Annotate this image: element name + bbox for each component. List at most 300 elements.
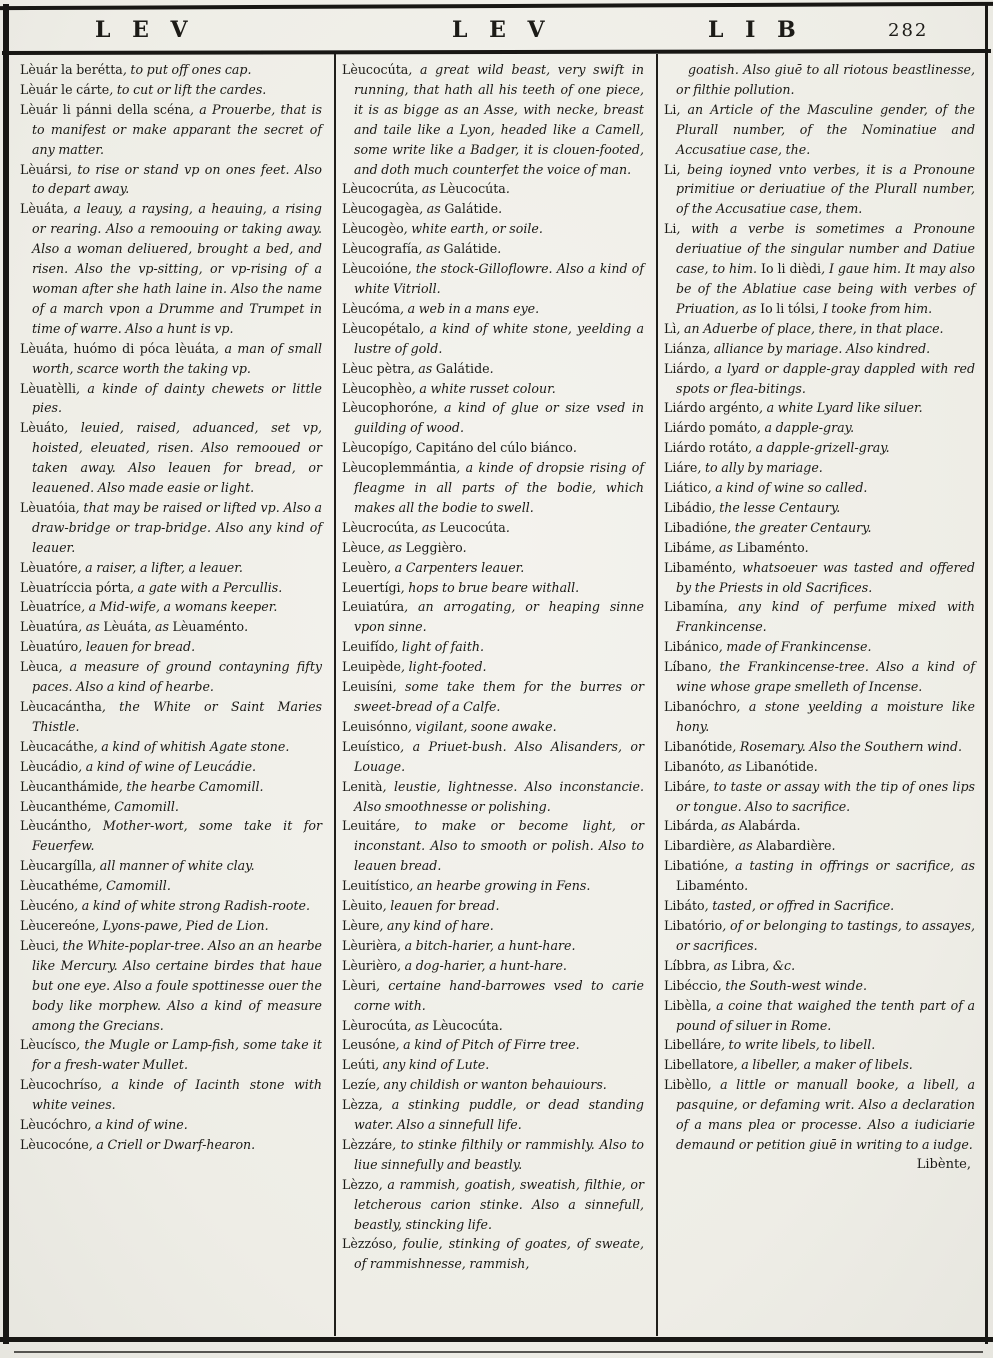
entry-continuation: [664, 60, 975, 100]
definition-text: .: [831, 838, 836, 854]
definition-text: .: [244, 619, 249, 635]
definition-text: , a coine that waighed the tenth part of a pound of siluer in Rome.: [676, 997, 975, 1033]
headword-or-reference: Li: [664, 161, 677, 177]
headword-or-reference: Li: [664, 221, 677, 237]
dictionary-entry: [664, 697, 975, 737]
dictionary-entry: [664, 100, 975, 160]
definition-text: , as: [418, 241, 444, 257]
definition-text: , an arrogating, or heaping sinne vpon sinne.: [354, 599, 644, 635]
definition-text: , a dapple-grizell-gray.: [747, 440, 890, 456]
headword-or-reference: Lèuca: [20, 659, 59, 675]
definition-text: , any kind of hare.: [379, 917, 494, 933]
definition-text: , leustie, lightnesse. Also inconstancie. Also smoothnesse or polishing.: [354, 778, 644, 814]
definition-text: , Lyons-pawe, Pied de Lion.: [95, 917, 269, 933]
dictionary-entry: [342, 319, 644, 359]
headword-or-reference: Libèlla: [664, 997, 708, 1013]
dictionary-entry: [20, 797, 322, 817]
definition-text: , foulie, stinking of goates, of sweate, of rammishnesse, rammish,: [354, 1236, 644, 1272]
definition-text: .: [498, 201, 503, 217]
headword-or-reference: Libra: [731, 957, 766, 973]
headword-or-reference: Lèuatèlli: [20, 380, 77, 396]
definition-text: , Camomill.: [106, 798, 179, 814]
definition-text: , to put off ones cap.: [122, 62, 252, 77]
dictionary-entry: [342, 398, 644, 438]
dictionary-entry: [20, 617, 322, 637]
dictionary-entry: [664, 319, 975, 339]
definition-text: , a Prouerbe, that is to manifest or make apparant the secret of any matter.: [32, 101, 322, 157]
headword-or-reference: Libaménto: [736, 539, 805, 555]
definition-text: , a leauy, a raysing, a heauing, a rising or rearing. Also a remoouing or taking away. Also a woman deliuered, brought a bed, and risen. Also the vp-sitting, or vp-rising of a woman after she hath laine in. Also the name of a march vpon a Drumme and Trumpet in time of warre. Also a hunt is vp.: [32, 201, 322, 336]
dictionary-entry: [664, 418, 975, 438]
dictionary-entry: [20, 896, 322, 916]
dictionary-entry: [664, 597, 975, 637]
headword-or-reference: Lèzzáre: [342, 1136, 393, 1152]
definition-text: , as: [407, 1017, 433, 1033]
headword-or-reference: Libánico: [664, 639, 719, 655]
definition-text: , to cut or lift the cardes.: [109, 81, 267, 97]
definition-text: , the Frankincense-tree. Also a kind of wine whose grape smelleth of Incense.: [676, 659, 975, 695]
definition-text: , alliance by mariage. Also kindred.: [706, 340, 931, 356]
dictionary-entry: [664, 498, 975, 518]
headword-or-reference: Libellatore: [664, 1057, 734, 1073]
dictionary-entry: [20, 637, 322, 657]
definition-text: .: [505, 181, 510, 197]
dictionary-entry: [342, 597, 644, 637]
headword-or-reference: Lèuce: [342, 539, 381, 555]
headword-or-reference: Lèucacáthe: [20, 738, 94, 754]
headword-or-reference: Lèucéno: [20, 898, 75, 914]
running-title-center: L E V: [452, 17, 552, 43]
dictionary-entry: [20, 936, 322, 1036]
definition-text: , a bitch-harier, a hunt-hare.: [396, 937, 576, 953]
definition-text: , a lyard or dapple-gray dappled with red spots or flea-bitings.: [676, 360, 975, 396]
definition-text: .: [744, 878, 749, 894]
dictionary-entry: [342, 379, 644, 399]
headword-or-reference: Lèuci: [20, 937, 56, 953]
right-edge-rule: [985, 4, 988, 1344]
definition-text: , as: [720, 758, 746, 774]
dictionary-entry: [20, 737, 322, 757]
definition-text: , a kind of glue or size vsed in guilding of wood.: [354, 400, 644, 436]
definition-text: , a great wild beast, very swift in running, that hath all his teeth of one piece, it is as bigge as an Asse, with necke, breast and taile like a Lyon, headed like a Camell, some write like a Badger, it is clouen-footed, and doth much counterfet the voice of man.: [354, 62, 644, 177]
headword-or-reference: Lèucóchro: [20, 1117, 88, 1133]
headword-or-reference: Lèuatóre: [20, 559, 78, 575]
definition-text: , a white Lyard like siluer.: [758, 400, 923, 416]
headword-or-reference: Lèucopétalo: [342, 320, 421, 336]
dictionary-entry: [342, 737, 644, 777]
definition-text: , a libeller, a maker of libels.: [733, 1057, 913, 1073]
definition-text: , that may be raised or lifted vp. Also a draw-bridge or trap-bridge. Also any kind of leauer.: [32, 499, 322, 555]
headword-or-reference: Lèucocóne: [20, 1136, 89, 1152]
dictionary-entry: [664, 836, 975, 856]
headword-or-reference: Lèucántho: [20, 818, 88, 834]
dictionary-entry: [20, 816, 322, 856]
headword-or-reference: Io li dièdi: [760, 261, 822, 277]
dictionary-entry: [664, 996, 975, 1036]
headword-or-reference: Leuisíni: [342, 679, 393, 695]
headword-or-reference: Lèure: [342, 917, 380, 933]
definition-text: , leuied, raised, aduanced, set vp, hoisted, eleuated, risen. Also remooued or taken away. Also leauen for bread, or leauened. Also made easie or light.: [32, 420, 322, 496]
headword-or-reference: Libaménto: [676, 878, 745, 894]
headword-or-reference: Libardière: [664, 838, 731, 854]
definition-text: , any kind of Lute.: [375, 1057, 490, 1073]
dictionary-entry: [20, 558, 322, 578]
definition-text: , to stinke filthily or rammishly. Also to liue sinnefully and beastly.: [354, 1136, 644, 1172]
headword-or-reference: Leggièro: [405, 539, 463, 555]
headword-or-reference: Lèuatúra: [20, 619, 79, 635]
headword-or-reference: Lèucádio: [20, 758, 79, 774]
definition-text: .: [489, 360, 494, 376]
dictionary-entry: [342, 239, 644, 259]
headword-or-reference: Lèucophèo: [342, 380, 412, 396]
dictionary-entry: [664, 1035, 975, 1055]
dictionary-entry: [664, 1075, 975, 1155]
definition-text: , a little or manuall booke, a libell, a pasquine, or defaming writ. Also a declaration of a mans plea or processe. Also a iudiciarie demaund or petition giuē in writing to a iudge.: [676, 1077, 975, 1152]
definition-text: , an Article of the Masculine gender, of the Plurall number, of the Nominatiue and Accusatiue case, the.: [676, 101, 975, 157]
dictionary-entry: [20, 757, 322, 777]
definition-text: , Mother-wort, some take it for Feuerfew.: [32, 818, 322, 854]
headword-or-reference: Lèuársi: [20, 161, 68, 177]
headword-or-reference: Capitáno del cúlo biánco: [415, 440, 573, 456]
headword-or-reference: Lèucísco: [20, 1037, 77, 1053]
headword-or-reference: Alabardière: [756, 838, 832, 854]
definition-text: , a rammish, goatish, sweatish, filthie, or letcherous carion stinke. Also a sinnefull, beastly, stincking life.: [354, 1176, 644, 1232]
dictionary-entry: [20, 379, 322, 419]
headword-or-reference: Libelláre: [664, 1037, 721, 1053]
running-title-right: L I B: [708, 17, 803, 43]
headword-or-reference: Galátide: [435, 360, 490, 376]
dictionary-entry: [664, 916, 975, 956]
definition-text: , made of Frankincense.: [718, 639, 872, 655]
dictionary-entry: [342, 179, 644, 199]
definition-text: , a man of small worth, scarce worth the taking vp.: [32, 340, 323, 376]
definition-text: .: [796, 818, 801, 834]
left-gutter-rule: [3, 4, 9, 1344]
headword-or-reference: Lèuár li pánni della scéna: [20, 101, 191, 117]
headword-or-reference: Leucocúta: [439, 519, 506, 535]
dictionary-entry: [342, 518, 644, 538]
definition-text: , a tasting in offrings or sacrifice, as: [724, 858, 975, 874]
definition-text: , to taste or assay with the tip of ones lips or tongue. Also to sacrifice.: [676, 778, 975, 814]
dictionary-entry: [20, 578, 322, 598]
headword-or-reference: Lèucrocúta: [342, 519, 415, 535]
headword-or-reference: Lèucanthéme: [20, 798, 107, 814]
dictionary-entry: [20, 339, 322, 379]
dictionary-entry: [664, 219, 975, 319]
dictionary-entry: [664, 657, 975, 697]
dictionary-entry: [342, 1175, 644, 1235]
dictionary-entry: [664, 757, 975, 777]
headword-or-reference: Libáto: [664, 898, 705, 914]
definition-text: , the Mugle or Lamp-fish, some take it for a fresh-water Mullet.: [32, 1037, 322, 1073]
headword-or-reference: Libanóto: [664, 758, 721, 774]
dictionary-entry: [342, 1035, 644, 1055]
definition-text: , as: [414, 181, 440, 197]
dictionary-entry: [342, 1135, 644, 1175]
definition-text: , I gaue him. It may also be of the Ablatiue case being with verbes of Priuation, as: [676, 261, 975, 316]
headword-or-reference: Lèuár la berétta: [20, 62, 123, 77]
dictionary-entry: [664, 478, 975, 498]
headword-or-reference: Liárdo: [664, 360, 706, 376]
headword-or-reference: Lèuár le cárte: [20, 81, 110, 97]
definition-text: , with a verbe is sometimes a Pronoune deriuatiue of the singular number and Datiue case, to him.: [676, 221, 975, 277]
definition-text: , an Aduerbe of place, there, in that place.: [676, 320, 944, 336]
definition-text: , leauen for bread.: [78, 639, 196, 655]
definition-text: .: [572, 440, 577, 456]
dictionary-entry: [342, 538, 644, 558]
dictionary-entry: [20, 597, 322, 617]
definition-text: , a dapple-gray.: [756, 420, 855, 436]
headword-or-reference: Liárdo argénto: [664, 400, 759, 416]
headword-or-reference: Lèzza: [342, 1097, 379, 1113]
headword-or-reference: Lèucóma: [342, 300, 401, 316]
headword-or-reference: Lèzzóso: [342, 1236, 393, 1252]
definition-text: , a kind of wine.: [87, 1117, 188, 1133]
headword-or-reference: Leuitístico: [342, 878, 410, 894]
definition-text: , of or belonging to tastings, to assayes, or sacrifices.: [676, 917, 975, 953]
definition-text: , leauen for bread.: [382, 898, 500, 914]
headword-or-reference: Libanótide: [745, 758, 814, 774]
dictionary-entry: [342, 219, 644, 239]
dictionary-entry: [20, 1135, 322, 1155]
definition-text: , a Priuet-bush. Also Alisanders, or Louage.: [354, 738, 644, 774]
headword-or-reference: Liárdo rotáto: [664, 440, 748, 456]
headword-or-reference: Libárda: [664, 818, 714, 834]
dictionary-entry: [664, 518, 975, 538]
headword-or-reference: Lèucochríso: [20, 1077, 98, 1093]
definition-text: , a web in a mans eye.: [400, 300, 540, 316]
dictionary-entry: [342, 816, 644, 876]
headword-or-reference: Liático: [664, 480, 708, 496]
dictionary-entry: [342, 458, 644, 518]
definition-text: , as: [706, 957, 732, 973]
definition-text: , all manner of white clay.: [92, 858, 255, 874]
headword-or-reference: Lèucophoróne: [342, 400, 434, 416]
definition-text: , the hearbe Camomill.: [118, 778, 264, 794]
dictionary-entry: [20, 1035, 322, 1075]
definition-text: goatish. Also giuē to all riotous beastlinesse, or filthie pollution.: [676, 62, 975, 97]
headword-or-reference: Liárdo pomáto: [664, 420, 757, 436]
definition-text: , whatsoeuer was tasted and offered by the Priests in old Sacrifices.: [676, 559, 975, 595]
definition-text: , certaine hand-barrowes vsed to carie corne with.: [354, 977, 644, 1013]
headword-or-reference: Lèuatríccia pórta: [20, 579, 131, 595]
definition-text: , hops to brue beare withall.: [400, 579, 580, 595]
definition-text: , to make or become light, or inconstant. Also to smooth or polish. Also to leauen bread.: [354, 818, 644, 874]
dictionary-entry: [342, 359, 644, 379]
dictionary-entry: [342, 896, 644, 916]
dictionary-entry: [20, 657, 322, 697]
dictionary-entry: [664, 398, 975, 418]
headword-or-reference: Leuifído: [342, 639, 395, 655]
dictionary-entry: [342, 936, 644, 956]
definition-text: , an hearbe growing in Fens.: [409, 878, 591, 894]
headword-or-reference: Lèuito: [342, 898, 383, 914]
definition-text: , as: [414, 519, 440, 535]
headword-or-reference: Galátide: [443, 241, 498, 257]
definition-text: , any childish or wanton behauiours.: [375, 1077, 607, 1093]
headword-or-reference: Libaménto: [664, 559, 733, 575]
definition-text: , the greater Centaury.: [727, 519, 872, 535]
definition-text: , a kinde of Iacinth stone with white veines.: [32, 1077, 322, 1113]
dictionary-entry: [664, 160, 975, 220]
definition-text: , a kind of wine so called.: [707, 480, 868, 496]
dictionary-entry: [342, 199, 644, 219]
headword-or-reference: Libamína: [664, 599, 724, 615]
headword-or-reference: Libéccio: [664, 977, 718, 993]
headword-or-reference: Galátide: [444, 201, 499, 217]
headword-or-reference: Lèucoióne: [342, 261, 408, 277]
definition-text: , some take them for the burres or sweet-bread of a Calfe.: [354, 679, 644, 714]
dictionary-entry: [342, 1095, 644, 1135]
dictionary-entry: [20, 1115, 322, 1135]
headword-or-reference: Lèucografía: [342, 241, 419, 257]
headword-or-reference: Liáre: [664, 460, 698, 476]
definition-text: , light of faith.: [394, 639, 485, 655]
headword-or-reference: Lèuáta, huómo di póca lèuáta: [20, 340, 216, 356]
definition-text: , the South-west winde.: [717, 977, 868, 993]
definition-text: , a stone yeelding a moisture like hony.: [676, 699, 975, 734]
definition-text: , the lesse Centaury.: [711, 499, 841, 515]
dictionary-entry: [664, 637, 975, 657]
headword-or-reference: Libáme: [664, 539, 712, 555]
definition-text: .: [462, 539, 467, 555]
headword-or-reference: Leusóne: [342, 1037, 396, 1053]
dictionary-entry: [664, 359, 975, 399]
dictionary-entry: [20, 418, 322, 498]
definition-text: .: [505, 519, 510, 535]
headword-or-reference: Lèucopígo: [342, 440, 409, 456]
dictionary-entry: [342, 578, 644, 598]
headword-or-reference: Libèllo: [664, 1077, 708, 1093]
dictionary-entry: [342, 876, 644, 896]
headword-or-reference: Libanótide: [664, 738, 733, 754]
definition-text: , a kind of wine of Leucádie.: [78, 758, 257, 774]
headword-or-reference: Lèuaménto: [172, 619, 245, 635]
dictionary-entry: [20, 60, 322, 80]
definition-text: .: [498, 1017, 503, 1033]
headword-or-reference: Libadióne: [664, 519, 728, 535]
headword-or-reference: Io li tólsi: [760, 300, 816, 316]
definition-text: , the stock-Gilloflowre. Also a kind of white Vitrioll.: [354, 261, 644, 296]
definition-text: , a stinking puddle, or dead standing water. Also a sinnefull life.: [354, 1097, 644, 1133]
definition-text: , &c.: [765, 957, 796, 973]
definition-text: , tasted, or offred in Sacrifice.: [704, 898, 895, 914]
dictionary-entry: [664, 438, 975, 458]
headword-or-reference: Leuisónno: [342, 718, 408, 734]
headword-or-reference: Lèurocúta: [342, 1017, 408, 1033]
dictionary-entry: [342, 558, 644, 578]
dictionary-entry: [20, 199, 322, 338]
definition-text: , a gate with a Percullis.: [130, 579, 283, 595]
dictionary-entry: [664, 976, 975, 996]
headword-or-reference: Lèucocúta: [342, 62, 409, 77]
definition-text: , as: [410, 360, 436, 376]
dictionary-entry: [20, 160, 322, 200]
headword-or-reference: Libádio: [664, 499, 712, 515]
headword-or-reference: Leuipède: [342, 659, 401, 675]
headword-or-reference: Lenità: [342, 778, 383, 794]
headword-or-reference: Lèucanthámide: [20, 778, 119, 794]
dictionary-entry: [342, 657, 644, 677]
headword-or-reference: Liánza: [664, 340, 707, 356]
dictionary-entry: [664, 816, 975, 836]
bottom-border-rule: [0, 1337, 993, 1342]
definition-text: , as: [147, 619, 173, 635]
column-1: [12, 60, 330, 1334]
headword-or-reference: Leuiatúra: [342, 599, 405, 615]
dictionary-entry: [20, 916, 322, 936]
headword-or-reference: Lèurièro: [342, 957, 398, 973]
dictionary-entry: [342, 916, 644, 936]
headword-or-reference: Líbbra: [664, 957, 707, 973]
definition-text: , vigilant, soone awake.: [407, 718, 557, 734]
dictionary-entry: [20, 777, 322, 797]
dictionary-entry: [20, 856, 322, 876]
definition-text: , to rise or stand vp on ones feet. Also to depart away.: [32, 161, 322, 197]
definition-text: , the White-poplar-tree. Also an an hearbe like Mercury. Also certaine birdes that haue but one eye. Also a foule spottinesse ouer the body like morphew. Also a kind of measure among the Grecians.: [32, 937, 322, 1033]
dictionary-entry: [20, 498, 322, 558]
dictionary-entry: [342, 976, 644, 1016]
column-3: [652, 60, 985, 1334]
definition-text: , as: [711, 539, 737, 555]
catchword: Libènte,: [916, 1156, 971, 1172]
headword-or-reference: Líbano: [664, 659, 708, 675]
dictionary-entry: [342, 956, 644, 976]
headword-or-reference: Lèuc pètra: [342, 360, 411, 376]
definition-text: .: [497, 241, 502, 257]
definition-text: , Rosemary. Also the Southern wind.: [732, 738, 963, 754]
dictionary-entry: [664, 956, 975, 976]
definition-text: , being ioyned vnto verbes, it is a Pronoune primitiue or deriuatiue of the Plurall number, of the Accusatiue case, them.: [676, 161, 975, 217]
headword-or-reference: Lezíe: [342, 1077, 376, 1093]
definition-text: , a measure of ground contayning fifty paces. Also a kind of hearbe.: [32, 659, 322, 695]
dictionary-entry: [342, 1075, 644, 1095]
definition-text: , as: [78, 619, 104, 635]
definition-text: , as: [380, 539, 406, 555]
headword-or-reference: Lèucereóne: [20, 917, 96, 933]
definition-text: , a white russet colour.: [411, 380, 556, 396]
bottom-border-rule-thin: [14, 1351, 983, 1353]
dictionary-entry: [342, 1016, 644, 1036]
definition-text: , a Criell or Dwarf-hearon.: [88, 1136, 256, 1152]
definition-text: ,: [408, 440, 416, 456]
headword-or-reference: Libatório: [664, 917, 723, 933]
definition-text: , to write libels, to libell.: [720, 1037, 876, 1053]
headword-or-reference: Lèuatríce: [20, 599, 82, 615]
definition-text: , Camomill.: [98, 878, 171, 894]
dictionary-entry: [342, 717, 644, 737]
definition-text: , a Mid-wife, a womans keeper.: [81, 599, 278, 615]
headword-or-reference: Lèzzo: [342, 1176, 379, 1192]
definition-text: , a kind of whitish Agate stone.: [93, 738, 290, 754]
dictionary-entry: [20, 80, 322, 100]
dictionary-entry: [664, 339, 975, 359]
headword-or-reference: Lèucogagèa: [342, 201, 420, 217]
definition-text: , as: [713, 818, 739, 834]
running-title-left: L E V: [95, 17, 195, 43]
dictionary-entry: [664, 856, 975, 896]
dictionary-entry: [342, 777, 644, 817]
dictionary-entry: [664, 896, 975, 916]
dictionary-entry: [20, 876, 322, 896]
dictionary-entry: [664, 777, 975, 817]
headword-or-reference: Lì: [664, 320, 677, 336]
definition-text: , a Carpenters leauer.: [386, 559, 525, 575]
headword-or-reference: Leúti: [342, 1057, 376, 1073]
dictionary-entry: [342, 1234, 644, 1274]
definition-text: , a kinde of dropsie rising of fleagme in all parts of the bodie, which makes all the bodie to swell.: [354, 460, 644, 515]
headword-or-reference: Lèucocrúta: [342, 181, 415, 197]
